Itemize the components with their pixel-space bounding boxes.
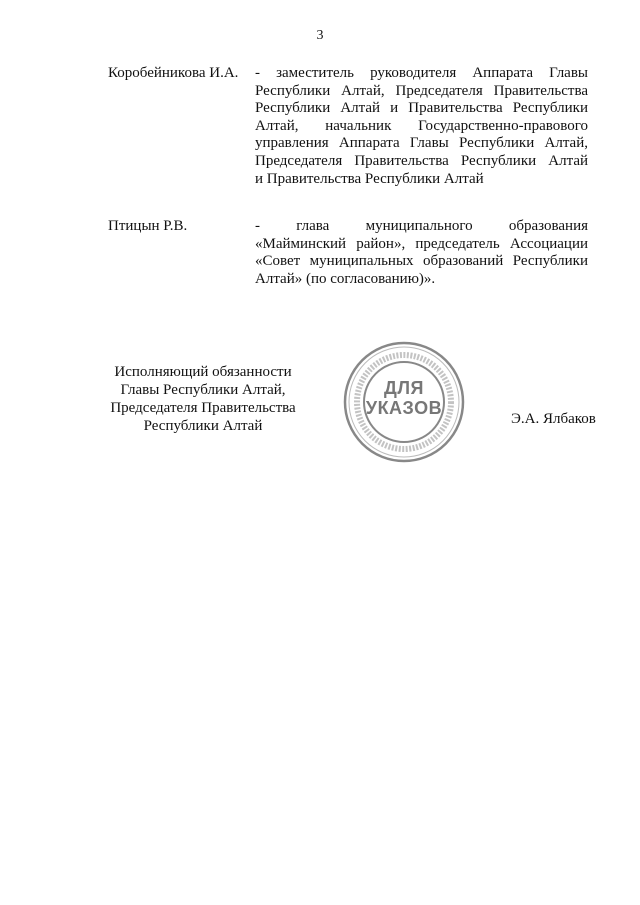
official-stamp	[342, 340, 466, 464]
page-number: 3	[316, 28, 324, 43]
member-name: Коробейникова И.А.	[108, 65, 239, 81]
description-line: управления Аппарата Главы Республики Алтай,	[255, 135, 588, 152]
signer-name: Э.А. Ялбаков	[511, 411, 596, 427]
position-line: Республики Алтай	[143, 418, 263, 434]
description-line: Республики Алтай, Председателя Правительства	[255, 82, 588, 99]
description-line: «Майминский район», председатель Ассоциации	[255, 235, 588, 252]
signatory-position	[108, 363, 298, 435]
stamp-label	[342, 378, 466, 418]
member-description	[255, 65, 588, 188]
description-line: Алтай, начальник Государственно-правового	[255, 117, 588, 134]
stamp-line: УКАЗОВ	[365, 398, 443, 418]
description-line: и Правительства Республики Алтай	[255, 170, 484, 187]
description-line: «Совет муниципальных образований Республики	[255, 253, 588, 270]
member-name: Птицын Р.В.	[108, 218, 188, 234]
description-line: Республики Алтай и Правительства Республики	[255, 100, 588, 117]
position-line: Главы Республики Алтай,	[120, 382, 286, 398]
description-line: Алтай» (по согласованию)».	[255, 270, 436, 287]
member-description	[255, 218, 588, 288]
position-line: Председателя Правительства	[110, 400, 296, 416]
description-line: - глава муниципального образования	[255, 218, 588, 234]
stamp-line: ДЛЯ	[384, 378, 424, 398]
description-line: - заместитель руководителя Аппарата Главы	[255, 65, 588, 81]
position-line: Исполняющий обязанности	[114, 364, 292, 380]
description-line: Председателя Правительства Республики Алтай	[255, 152, 588, 169]
